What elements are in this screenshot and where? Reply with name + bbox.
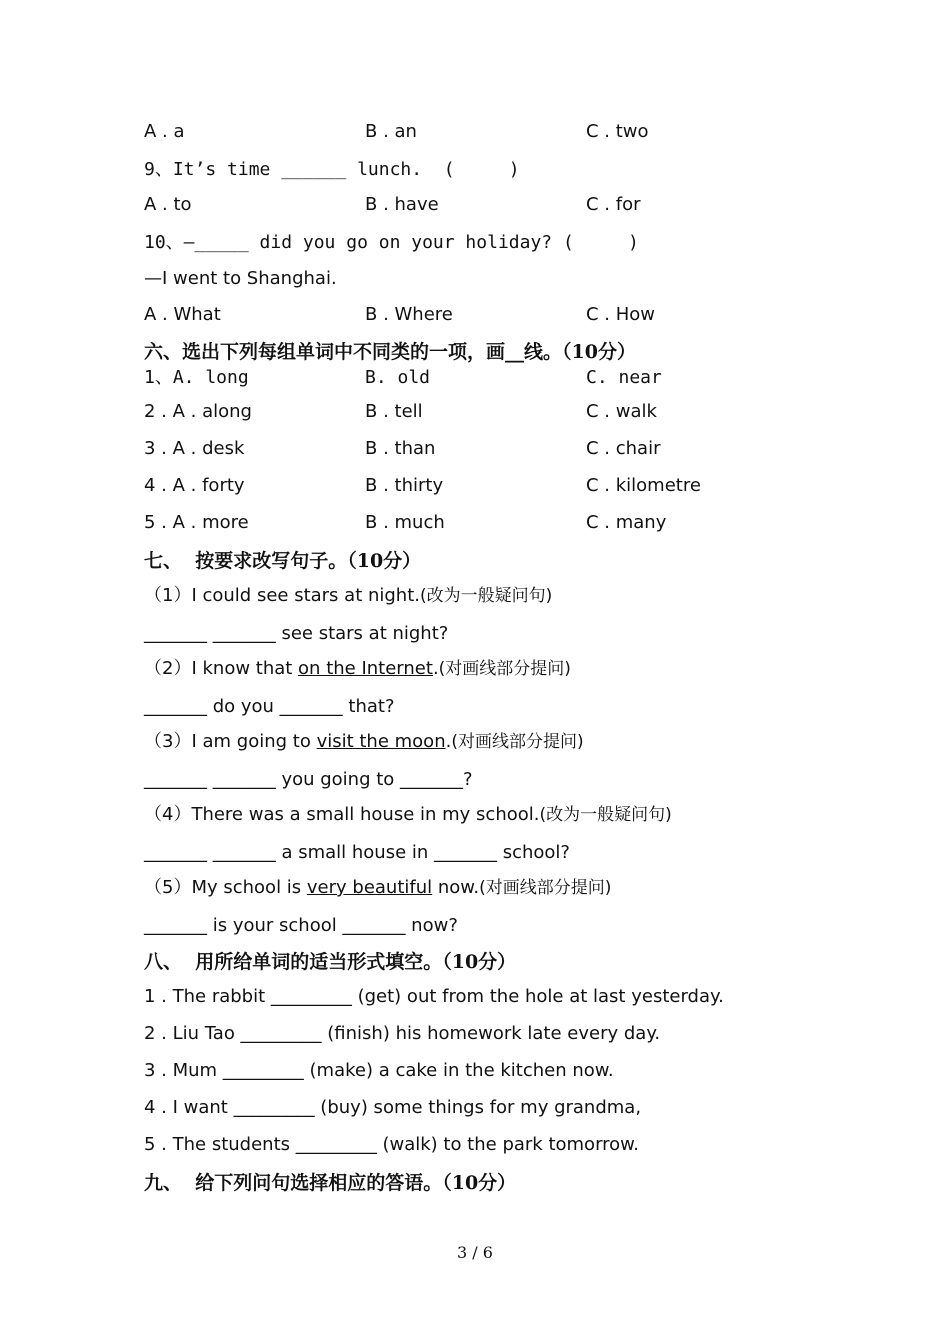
s7-item4: （4）There was a small house in my school.(改为一般疑问句)	[144, 804, 672, 825]
question-9: 9、It’s time ______ lunch. ( )	[144, 159, 520, 180]
section-7-title: 七、 按要求改写句子。（10分）	[144, 550, 422, 572]
s6-row5-b: B . much	[365, 512, 445, 533]
s6-row5-c: C . many	[586, 512, 667, 533]
q10-option-c: C . How	[586, 304, 656, 325]
top-option-c: C . two	[586, 121, 649, 142]
s8-item3: 3 . Mum _________ (make) a cake in the kitchen now.	[144, 1060, 614, 1081]
q10-option-b: B . Where	[365, 304, 453, 325]
s7-item5-answer: _______ is your school _______ now?	[144, 915, 458, 936]
s6-row4-c: C . kilometre	[586, 475, 701, 496]
s6-row3-c: C . chair	[586, 438, 661, 459]
s7-item3: （3）I am going to visit the moon.(对画线部分提问)	[144, 731, 584, 752]
s7-item1-answer: _______ _______ see stars at night?	[144, 623, 449, 644]
s8-item2: 2 . Liu Tao _________ (finish) his homework late every day.	[144, 1023, 661, 1044]
section-9-title: 九、 给下列问句选择相应的答语。（10分）	[144, 1172, 517, 1194]
s6-row4-a: 4 . A . forty	[144, 475, 245, 496]
s6-row1-c: C. near	[586, 367, 662, 388]
s8-item1: 1 . The rabbit _________ (get) out from the hole at last yesterday.	[144, 986, 724, 1007]
s7-item2: （2）I know that on the Internet.(对画线部分提问)	[144, 658, 571, 679]
section-6-title: 六、选出下列每组单词中不同类的一项，画__线。（10分）	[144, 341, 636, 363]
s7-item1: （1）I could see stars at night.(改为一般疑问句)	[144, 585, 553, 606]
s6-row2-a: 2 . A . along	[144, 401, 252, 422]
q10-option-a: A . What	[144, 304, 221, 325]
underlined-phrase: on the Internet	[298, 658, 433, 679]
section-8-title: 八、 用所给单词的适当形式填空。（10分）	[144, 951, 517, 973]
s6-row5-a: 5 . A . more	[144, 512, 249, 533]
page-number: 3 / 6	[457, 1243, 493, 1262]
q9-option-a: A . to	[144, 194, 192, 215]
s7-item4-answer: _______ _______ a small house in _______ school?	[144, 842, 570, 863]
s6-row3-b: B . than	[365, 438, 436, 459]
q10-answer-line: —I went to Shanghai.	[144, 268, 337, 289]
s8-item4: 4 . I want _________ (buy) some things for my grandma,	[144, 1097, 642, 1118]
s6-row3-a: 3 . A . desk	[144, 438, 245, 459]
q9-option-c: C . for	[586, 194, 641, 215]
s6-row2-c: C . walk	[586, 401, 657, 422]
top-option-a: A . a	[144, 121, 185, 142]
s7-item2-answer: _______ do you _______ that?	[144, 696, 395, 717]
top-option-b: B . an	[365, 121, 417, 142]
s8-item5: 5 . The students _________ (walk) to the park tomorrow.	[144, 1134, 639, 1155]
question-10: 10、—_____ did you go on your holiday? ( )	[144, 232, 639, 253]
underlined-phrase: visit the moon	[316, 731, 446, 752]
underlined-phrase: very beautiful	[306, 877, 433, 898]
s6-row1-b: B. old	[365, 367, 431, 388]
s6-row2-b: B . tell	[365, 401, 423, 422]
q9-option-b: B . have	[365, 194, 439, 215]
s7-item3-answer: _______ _______ you going to _______?	[144, 769, 473, 790]
s6-row4-b: B . thirty	[365, 475, 444, 496]
s7-item5: （5）My school is very beautiful now.(对画线部分提问)	[144, 877, 612, 898]
s6-row1-a: 1、A. long	[144, 367, 249, 388]
